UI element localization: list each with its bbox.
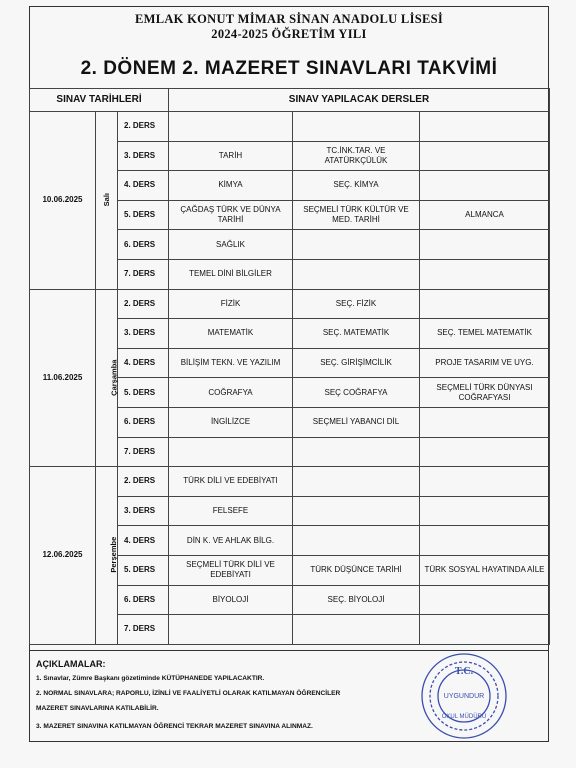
table-row xyxy=(30,467,550,497)
exam-date: 12.06.2025 xyxy=(30,467,96,645)
course-cell xyxy=(169,112,293,142)
stamp-approved: UYGUNDUR xyxy=(443,693,485,700)
lesson-period: 6. DERS xyxy=(118,585,169,615)
course-cell: SEÇMELİ YABANCI DİL xyxy=(293,407,420,437)
course-cell: BİLİŞİM TEKN. VE YAZILIM xyxy=(169,348,293,378)
course-cell xyxy=(420,230,550,260)
course-cell: SEÇ. KİMYA xyxy=(293,171,420,201)
stamp-principal: OKUL MÜDÜRÜ xyxy=(441,714,487,720)
lesson-period: 5. DERS xyxy=(118,378,169,408)
academic-year: 2024-2025 ÖĞRETİM YILI xyxy=(211,27,367,41)
lesson-period: 7. DERS xyxy=(118,615,169,645)
course-cell: SEÇMELİ TÜRK KÜLTÜR VE MED. TARİHİ xyxy=(293,200,420,230)
course-cell: SEÇ. FİZİK xyxy=(293,289,420,319)
lesson-period: 6. DERS xyxy=(118,407,169,437)
stamp-tc: T.C. xyxy=(454,666,474,677)
course-cell: DİN K. VE AHLAK BİLG. xyxy=(169,526,293,556)
course-cell: TEMEL DİNİ BİLGİLER xyxy=(169,259,293,289)
course-cell xyxy=(420,141,550,171)
course-cell xyxy=(293,437,420,467)
course-cell xyxy=(420,437,550,467)
lesson-period: 2. DERS xyxy=(118,467,169,497)
exam-day: Çarşamba xyxy=(109,359,119,396)
table-row xyxy=(30,289,550,319)
course-cell xyxy=(420,289,550,319)
course-cell: SEÇ. TEMEL MATEMATİK xyxy=(420,319,550,349)
course-cell xyxy=(420,171,550,201)
exam-day-cell xyxy=(96,112,118,290)
course-cell: BİYOLOJİ xyxy=(169,585,293,615)
course-cell: İNGİLİZCE xyxy=(169,407,293,437)
course-cell: SAĞLIK xyxy=(169,230,293,260)
lesson-period: 5. DERS xyxy=(118,200,169,230)
course-cell: FİZİK xyxy=(169,289,293,319)
notes-title: AÇIKLAMALAR: xyxy=(36,659,106,669)
course-cell xyxy=(293,526,420,556)
exam-day-cell xyxy=(96,289,118,467)
course-cell: ALMANCA xyxy=(420,200,550,230)
lesson-period: 7. DERS xyxy=(118,259,169,289)
note-line: 3. MAZERET SINAVINA KATILMAYAN ÖĞRENCİ TEKRAR MAZERET SINAVINA ALINMAZ. xyxy=(36,723,313,730)
course-cell xyxy=(420,615,550,645)
course-cell: TÜRK SOSYAL HAYATINDA AİLE xyxy=(420,555,550,585)
course-cell xyxy=(420,467,550,497)
course-cell: TARİH xyxy=(169,141,293,171)
course-cell: SEÇMELİ TÜRK DİLİ VE EDEBİYATI xyxy=(169,555,293,585)
course-cell xyxy=(420,585,550,615)
lesson-period: 4. DERS xyxy=(118,171,169,201)
course-cell xyxy=(169,437,293,467)
course-cell xyxy=(420,259,550,289)
course-cell xyxy=(420,526,550,556)
course-cell: SEÇ. BİYOLOJİ xyxy=(293,585,420,615)
note-line: MAZERET SINAVLARINA KATILABİLİR. xyxy=(36,705,159,712)
course-cell: PROJE TASARIM VE UYG. xyxy=(420,348,550,378)
page-title: 2. DÖNEM 2. MAZERET SINAVLARI TAKVİMİ xyxy=(80,58,498,79)
lesson-period: 4. DERS xyxy=(118,526,169,556)
exam-schedule-body xyxy=(30,89,550,645)
exam-date: 10.06.2025 xyxy=(30,112,96,290)
course-cell xyxy=(293,615,420,645)
course-cell: MATEMATİK xyxy=(169,319,293,349)
exam-day: Salı xyxy=(101,193,111,207)
lesson-period: 3. DERS xyxy=(118,319,169,349)
course-cell xyxy=(293,230,420,260)
header-dates: SINAV TARİHLERİ xyxy=(30,89,169,112)
course-cell: ÇAĞDAŞ TÜRK VE DÜNYA TARİHİ xyxy=(169,200,293,230)
exam-day: Perşembe xyxy=(109,537,119,574)
lesson-period: 6. DERS xyxy=(118,230,169,260)
exam-day-cell xyxy=(96,467,118,645)
course-cell: SEÇ. GİRİŞİMCİLİK xyxy=(293,348,420,378)
exam-schedule-table xyxy=(29,88,550,645)
course-cell: TÜRK DİLİ VE EDEBİYATI xyxy=(169,467,293,497)
course-cell: SEÇ. MATEMATİK xyxy=(293,319,420,349)
school-name: EMLAK KONUT MİMAR SİNAN ANADOLU LİSESİ xyxy=(134,12,444,26)
official-stamp xyxy=(420,652,508,740)
course-cell: KİMYA xyxy=(169,171,293,201)
lesson-period: 5. DERS xyxy=(118,555,169,585)
lesson-period: 3. DERS xyxy=(118,496,169,526)
course-cell xyxy=(420,407,550,437)
note-line: 1. Sınavlar, Zümre Başkanı gözetiminde KÜTÜPHANEDE YAPILACAKTIR. xyxy=(36,675,265,682)
course-cell xyxy=(420,112,550,142)
course-cell: TÜRK DÜŞÜNCE TARİHİ xyxy=(293,555,420,585)
lesson-period: 2. DERS xyxy=(118,289,169,319)
course-cell: FELSEFE xyxy=(169,496,293,526)
course-cell xyxy=(293,467,420,497)
course-cell: COĞRAFYA xyxy=(169,378,293,408)
lesson-period: 3. DERS xyxy=(118,141,169,171)
exam-date: 11.06.2025 xyxy=(30,289,96,467)
header-courses: SINAV YAPILACAK DERSLER xyxy=(169,89,550,112)
note-line: 2. NORMAL SINAVLARA; RAPORLU, İZİNLİ VE FAALİYETLİ OLARAK KATILMAYAN ÖĞRENCİLER xyxy=(36,690,341,697)
course-cell xyxy=(293,496,420,526)
course-cell: SEÇMELİ TÜRK DÜNYASI COĞRAFYASI xyxy=(420,378,550,408)
course-cell xyxy=(293,112,420,142)
lesson-period: 7. DERS xyxy=(118,437,169,467)
course-cell xyxy=(293,259,420,289)
course-cell xyxy=(420,496,550,526)
lesson-period: 4. DERS xyxy=(118,348,169,378)
table-row xyxy=(30,112,550,142)
course-cell: TC.İNK.TAR. VE ATATÜRKÇÜLÜK xyxy=(293,141,420,171)
course-cell xyxy=(169,615,293,645)
lesson-period: 2. DERS xyxy=(118,112,169,142)
course-cell: SEÇ COĞRAFYA xyxy=(293,378,420,408)
table-header-row xyxy=(30,89,550,112)
